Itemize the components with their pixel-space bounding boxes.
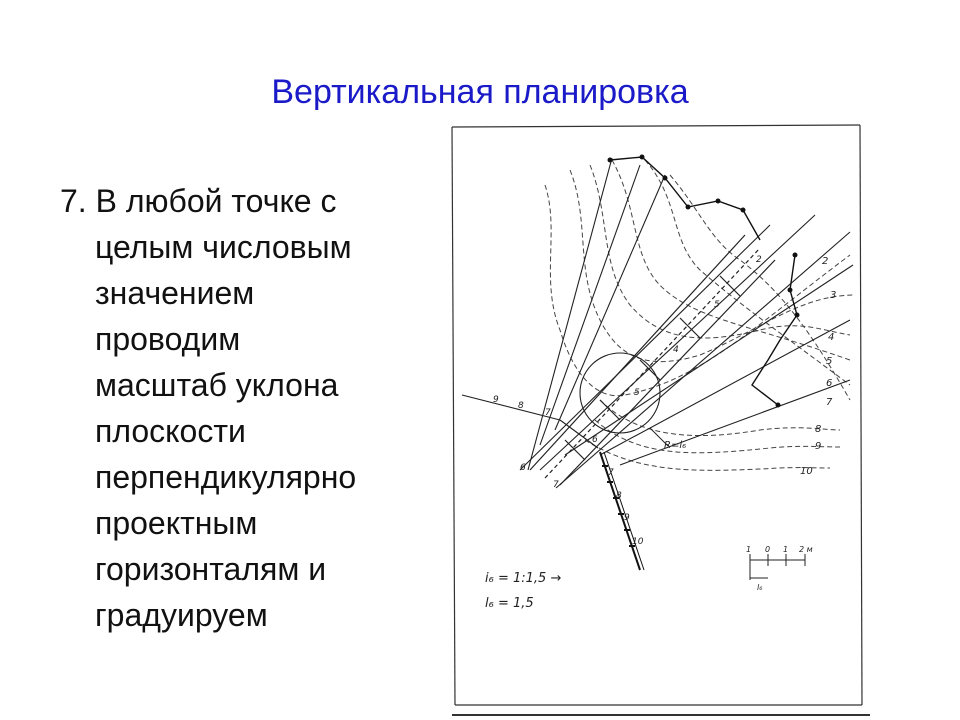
body-line: 7. В любой точке с: [60, 183, 337, 219]
slide-title: Вертикальная планировка: [271, 73, 689, 111]
scale-label: 7: [545, 408, 551, 418]
interval-formula: l₆ = 1,5: [485, 596, 534, 611]
contour-label: 6: [826, 378, 833, 389]
slope-scale: [600, 452, 644, 570]
bar-scale-label: 1: [746, 545, 752, 554]
body-line: горизонталям и: [95, 551, 327, 587]
scale-label: 10: [632, 537, 644, 547]
contour-label: 3: [830, 290, 837, 301]
body-line: значением: [95, 275, 255, 311]
slope-formula: i₆ = 1:1,5 →: [485, 571, 562, 586]
bar-scale-label: l₆: [757, 583, 763, 592]
bar-scale-label: 2 м: [799, 545, 813, 554]
body-line: целым числовым: [95, 229, 352, 265]
scale-label: 2: [756, 255, 762, 265]
scale-label: 5: [634, 388, 640, 398]
scale-label: 9: [493, 395, 499, 405]
scale-label: 4: [673, 345, 679, 355]
scale-label: 8: [616, 491, 622, 501]
scale-label: 7: [608, 468, 614, 478]
body-line: плоскости: [95, 413, 246, 449]
scale-label: 6: [520, 463, 526, 473]
contour-label: 8: [815, 424, 822, 435]
scale-labels: [493, 255, 762, 547]
vertical-planning-drawing: [440, 120, 880, 720]
bar-scale-label: 0: [765, 545, 771, 554]
bar-scale-label: 1: [783, 545, 789, 554]
contour-label: 9: [815, 441, 822, 452]
slide-body-text: [60, 178, 430, 638]
contour-label: 7: [826, 397, 833, 408]
scale-label: 9: [624, 513, 630, 523]
drawing-frame: [452, 125, 870, 715]
body-line: перпендикулярно: [95, 459, 357, 495]
road-strip: [530, 235, 775, 485]
body-line: масштаб уклона: [95, 367, 339, 403]
contour-label: 10: [800, 466, 813, 477]
terrain-contours: [545, 160, 855, 470]
scale-label: 8: [518, 401, 524, 411]
scale-label: 7: [553, 480, 559, 490]
bar-scale: [750, 554, 805, 580]
contour-label: 4: [828, 332, 835, 343]
radius-label: R=l₆: [664, 440, 687, 451]
body-line: проводим: [95, 321, 241, 357]
contour-label: 2: [822, 256, 829, 267]
body-line: градуируем: [95, 597, 268, 633]
body-line: проектным: [95, 505, 258, 541]
bar-scale-labels: [746, 545, 813, 592]
scale-label: 5: [714, 300, 720, 310]
contour-label: 5: [826, 356, 833, 367]
incoming-line: [462, 395, 598, 448]
scale-label: 6: [592, 435, 598, 445]
